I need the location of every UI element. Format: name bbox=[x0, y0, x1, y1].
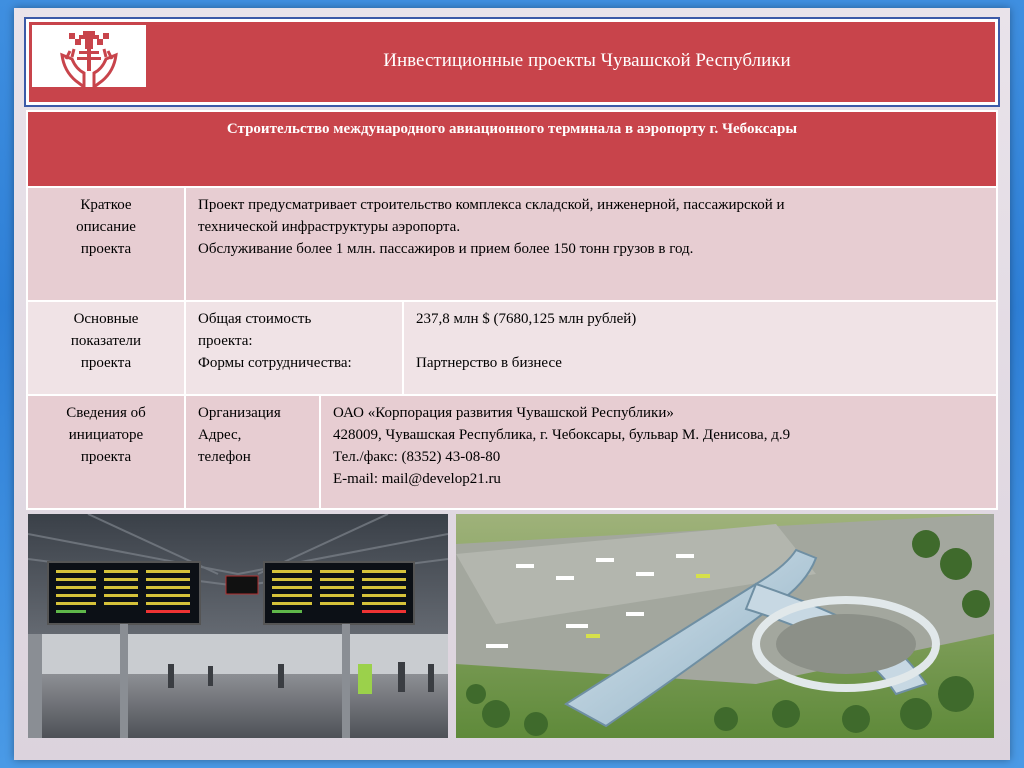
organization-address: 428009, Чувашская Республика, г. Чебоксары, бульвар М. Денисова, д.9 bbox=[333, 427, 791, 443]
field-label: телефон bbox=[198, 449, 251, 465]
indicators-label bbox=[27, 301, 185, 395]
field-label: Общая стоимость bbox=[198, 311, 312, 327]
indicators-values bbox=[403, 301, 997, 395]
label-line: описание bbox=[76, 219, 136, 235]
terminal-interior-photo bbox=[28, 514, 448, 738]
description-label bbox=[27, 187, 185, 301]
initiator-values bbox=[320, 395, 997, 509]
table-row bbox=[27, 395, 997, 509]
project-title: Строительство международного авиационного терминала в аэропорту г. Чебоксары bbox=[27, 111, 997, 187]
label-line: Основные bbox=[73, 311, 139, 327]
label-line: Сведения об bbox=[66, 405, 146, 421]
organization-name: ОАО «Корпорация развития Чувашской Республики» bbox=[333, 405, 674, 421]
label-line: проекта bbox=[80, 241, 132, 257]
page-title: Инвестиционные проекты Чувашской Республики bbox=[383, 50, 791, 71]
table-row bbox=[27, 301, 997, 395]
description-text bbox=[185, 187, 997, 301]
text-line: технической инфраструктуры аэропорта. bbox=[198, 219, 461, 235]
field-label: Адрес, bbox=[198, 427, 242, 443]
label-line: проекта bbox=[80, 355, 132, 371]
initiator-label bbox=[27, 395, 185, 509]
initiator-field-labels bbox=[185, 395, 320, 509]
label-line: Краткое bbox=[80, 197, 132, 213]
header-bar bbox=[26, 19, 998, 105]
field-label: Формы сотрудничества: bbox=[198, 355, 352, 371]
spacer bbox=[416, 330, 984, 352]
indicators-field-labels bbox=[185, 301, 403, 395]
terminal-aerial-rendering bbox=[456, 514, 994, 738]
organization-email: E-mail: mail@develop21.ru bbox=[333, 471, 501, 487]
text-line: Обслуживание более 1 млн. пассажиров и прием более 150 тонн грузов в год. bbox=[198, 241, 694, 257]
label-line: инициаторе bbox=[68, 427, 144, 443]
project-table bbox=[26, 110, 998, 510]
chuvash-emblem-icon bbox=[32, 25, 146, 102]
cooperation-form: Партнерство в бизнесе bbox=[416, 355, 562, 371]
label-line: показатели bbox=[70, 333, 142, 349]
label-line: проекта bbox=[80, 449, 132, 465]
field-label: проекта: bbox=[198, 333, 253, 349]
project-cost: 237,8 млн $ (7680,125 млн рублей) bbox=[416, 311, 637, 327]
field-label: Организация bbox=[198, 405, 281, 421]
organization-phone: Тел./факс: (8352) 43-08-80 bbox=[333, 449, 501, 465]
text-line: Проект предусматривает строительство комплекса складской, инженерной, пассажирской и bbox=[198, 197, 785, 213]
table-row bbox=[27, 187, 997, 301]
